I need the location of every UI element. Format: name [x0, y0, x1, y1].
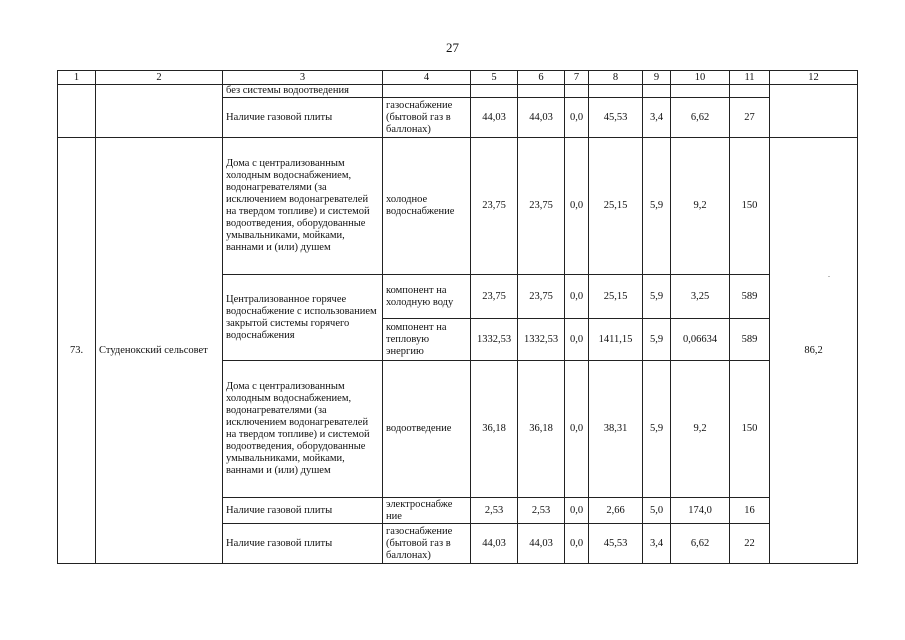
cell-value: 27: [730, 98, 770, 138]
cell-value: 174,0: [671, 498, 730, 524]
empty-cell: [518, 85, 565, 98]
header-cell: 5: [471, 71, 518, 85]
empty-cell: [643, 85, 671, 98]
cell-description: Наличие газовой плиты: [223, 498, 383, 524]
cell-value: 6,62: [671, 98, 730, 138]
cell-value: 36,18: [471, 361, 518, 498]
cell-value: 0,0: [565, 361, 589, 498]
empty-cell: [565, 85, 589, 98]
cell-value: 5,9: [643, 275, 671, 319]
scan-speck: [828, 276, 830, 277]
table-row: [58, 85, 858, 98]
cell-value: 589: [730, 275, 770, 319]
cell-value: 0,0: [565, 498, 589, 524]
empty-cell: [730, 85, 770, 98]
cell-value: 44,03: [518, 524, 565, 564]
empty-cell: [589, 85, 643, 98]
cell-value: 38,31: [589, 361, 643, 498]
cell-value: 2,66: [589, 498, 643, 524]
cell-value: 0,0: [565, 138, 589, 275]
cell-description: без системы водоотведения: [223, 85, 383, 98]
cell-value: 5,9: [643, 319, 671, 361]
tariff-table: [57, 70, 858, 564]
header-cell: 8: [589, 71, 643, 85]
header-cell: 7: [565, 71, 589, 85]
cell-value: 5,0: [643, 498, 671, 524]
cell-value: 44,03: [471, 98, 518, 138]
cell-value: 1411,15: [589, 319, 643, 361]
cell-value: 1332,53: [471, 319, 518, 361]
cell-value: 0,0: [565, 319, 589, 361]
cell-value: 150: [730, 361, 770, 498]
cell-value: 25,15: [589, 275, 643, 319]
header-cell: 3: [223, 71, 383, 85]
empty-cell: [770, 85, 858, 138]
header-cell: 10: [671, 71, 730, 85]
cell-value: 2,53: [518, 498, 565, 524]
empty-cell: [383, 85, 471, 98]
cell-value: 0,0: [565, 275, 589, 319]
cell-value: 22: [730, 524, 770, 564]
cell-value: 23,75: [518, 138, 565, 275]
cell-value: 9,2: [671, 138, 730, 275]
cell-service: компонент на тепловую энергию: [383, 319, 471, 361]
cell-service: электроснабже ние: [383, 498, 471, 524]
cell-value: 23,75: [518, 275, 565, 319]
cell-service: газоснабжение (бытовой газ в баллонах): [383, 524, 471, 564]
entry-name: Студенокский сельсовет: [96, 138, 223, 564]
cell-value: 6,62: [671, 524, 730, 564]
cell-value: 0,0: [565, 524, 589, 564]
header-cell: 6: [518, 71, 565, 85]
cell-service: компонент на холодную воду: [383, 275, 471, 319]
header-cell: 11: [730, 71, 770, 85]
cell-value: 5,9: [643, 138, 671, 275]
cell-description: Дома с централизованным холодным водоснабжением, водонагревателями (за исключением водонагревателей на твердом топливе) и системой водоотведения, оборудованные умывальниками, мойками, ваннами и (или) душем: [223, 361, 383, 498]
cell-value: 44,03: [471, 524, 518, 564]
empty-cell: [671, 85, 730, 98]
cell-value: 5,9: [643, 361, 671, 498]
cell-description: Централизованное горячее водоснабжение с использованием закрытой системы горячего водоснабжения: [223, 275, 383, 361]
cell-service: водоотведение: [383, 361, 471, 498]
header-cell: 4: [383, 71, 471, 85]
cell-value: 2,53: [471, 498, 518, 524]
cell-value: 3,25: [671, 275, 730, 319]
header-cell: 9: [643, 71, 671, 85]
cell-value: 23,75: [471, 138, 518, 275]
page-number: 27: [446, 40, 459, 55]
header-cell: 2: [96, 71, 223, 85]
cell-value: 16: [730, 498, 770, 524]
cell-value: 23,75: [471, 275, 518, 319]
cell-value: 25,15: [589, 138, 643, 275]
table-row: [58, 138, 858, 275]
empty-cell: [471, 85, 518, 98]
cell-description: Дома с централизованным холодным водоснабжением, водонагревателями (за исключением водонагревателей на твердом топливе) и системой водоотведения, оборудованные умывальниками, мойками, ваннами и (или) душем: [223, 138, 383, 275]
cell-value: 44,03: [518, 98, 565, 138]
entry-total: 86,2: [770, 138, 858, 564]
empty-cell: [96, 85, 223, 138]
cell-value: 36,18: [518, 361, 565, 498]
cell-value: 1332,53: [518, 319, 565, 361]
cell-value: 589: [730, 319, 770, 361]
cell-value: 45,53: [589, 98, 643, 138]
cell-description: Наличие газовой плиты: [223, 524, 383, 564]
cell-value: 3,4: [643, 98, 671, 138]
empty-cell: [58, 85, 96, 138]
cell-value: 45,53: [589, 524, 643, 564]
cell-description: Наличие газовой плиты: [223, 98, 383, 138]
cell-value: 150: [730, 138, 770, 275]
cell-value: 0,06634: [671, 319, 730, 361]
cell-service: газоснабжение (бытовой газ в баллонах): [383, 98, 471, 138]
header-row: [58, 71, 858, 85]
header-cell: 1: [58, 71, 96, 85]
cell-value: 3,4: [643, 524, 671, 564]
cell-value: 9,2: [671, 361, 730, 498]
cell-value: 0,0: [565, 98, 589, 138]
cell-service: холодное водоснабжение: [383, 138, 471, 275]
entry-number: 73.: [58, 138, 96, 564]
header-cell: 12: [770, 71, 858, 85]
